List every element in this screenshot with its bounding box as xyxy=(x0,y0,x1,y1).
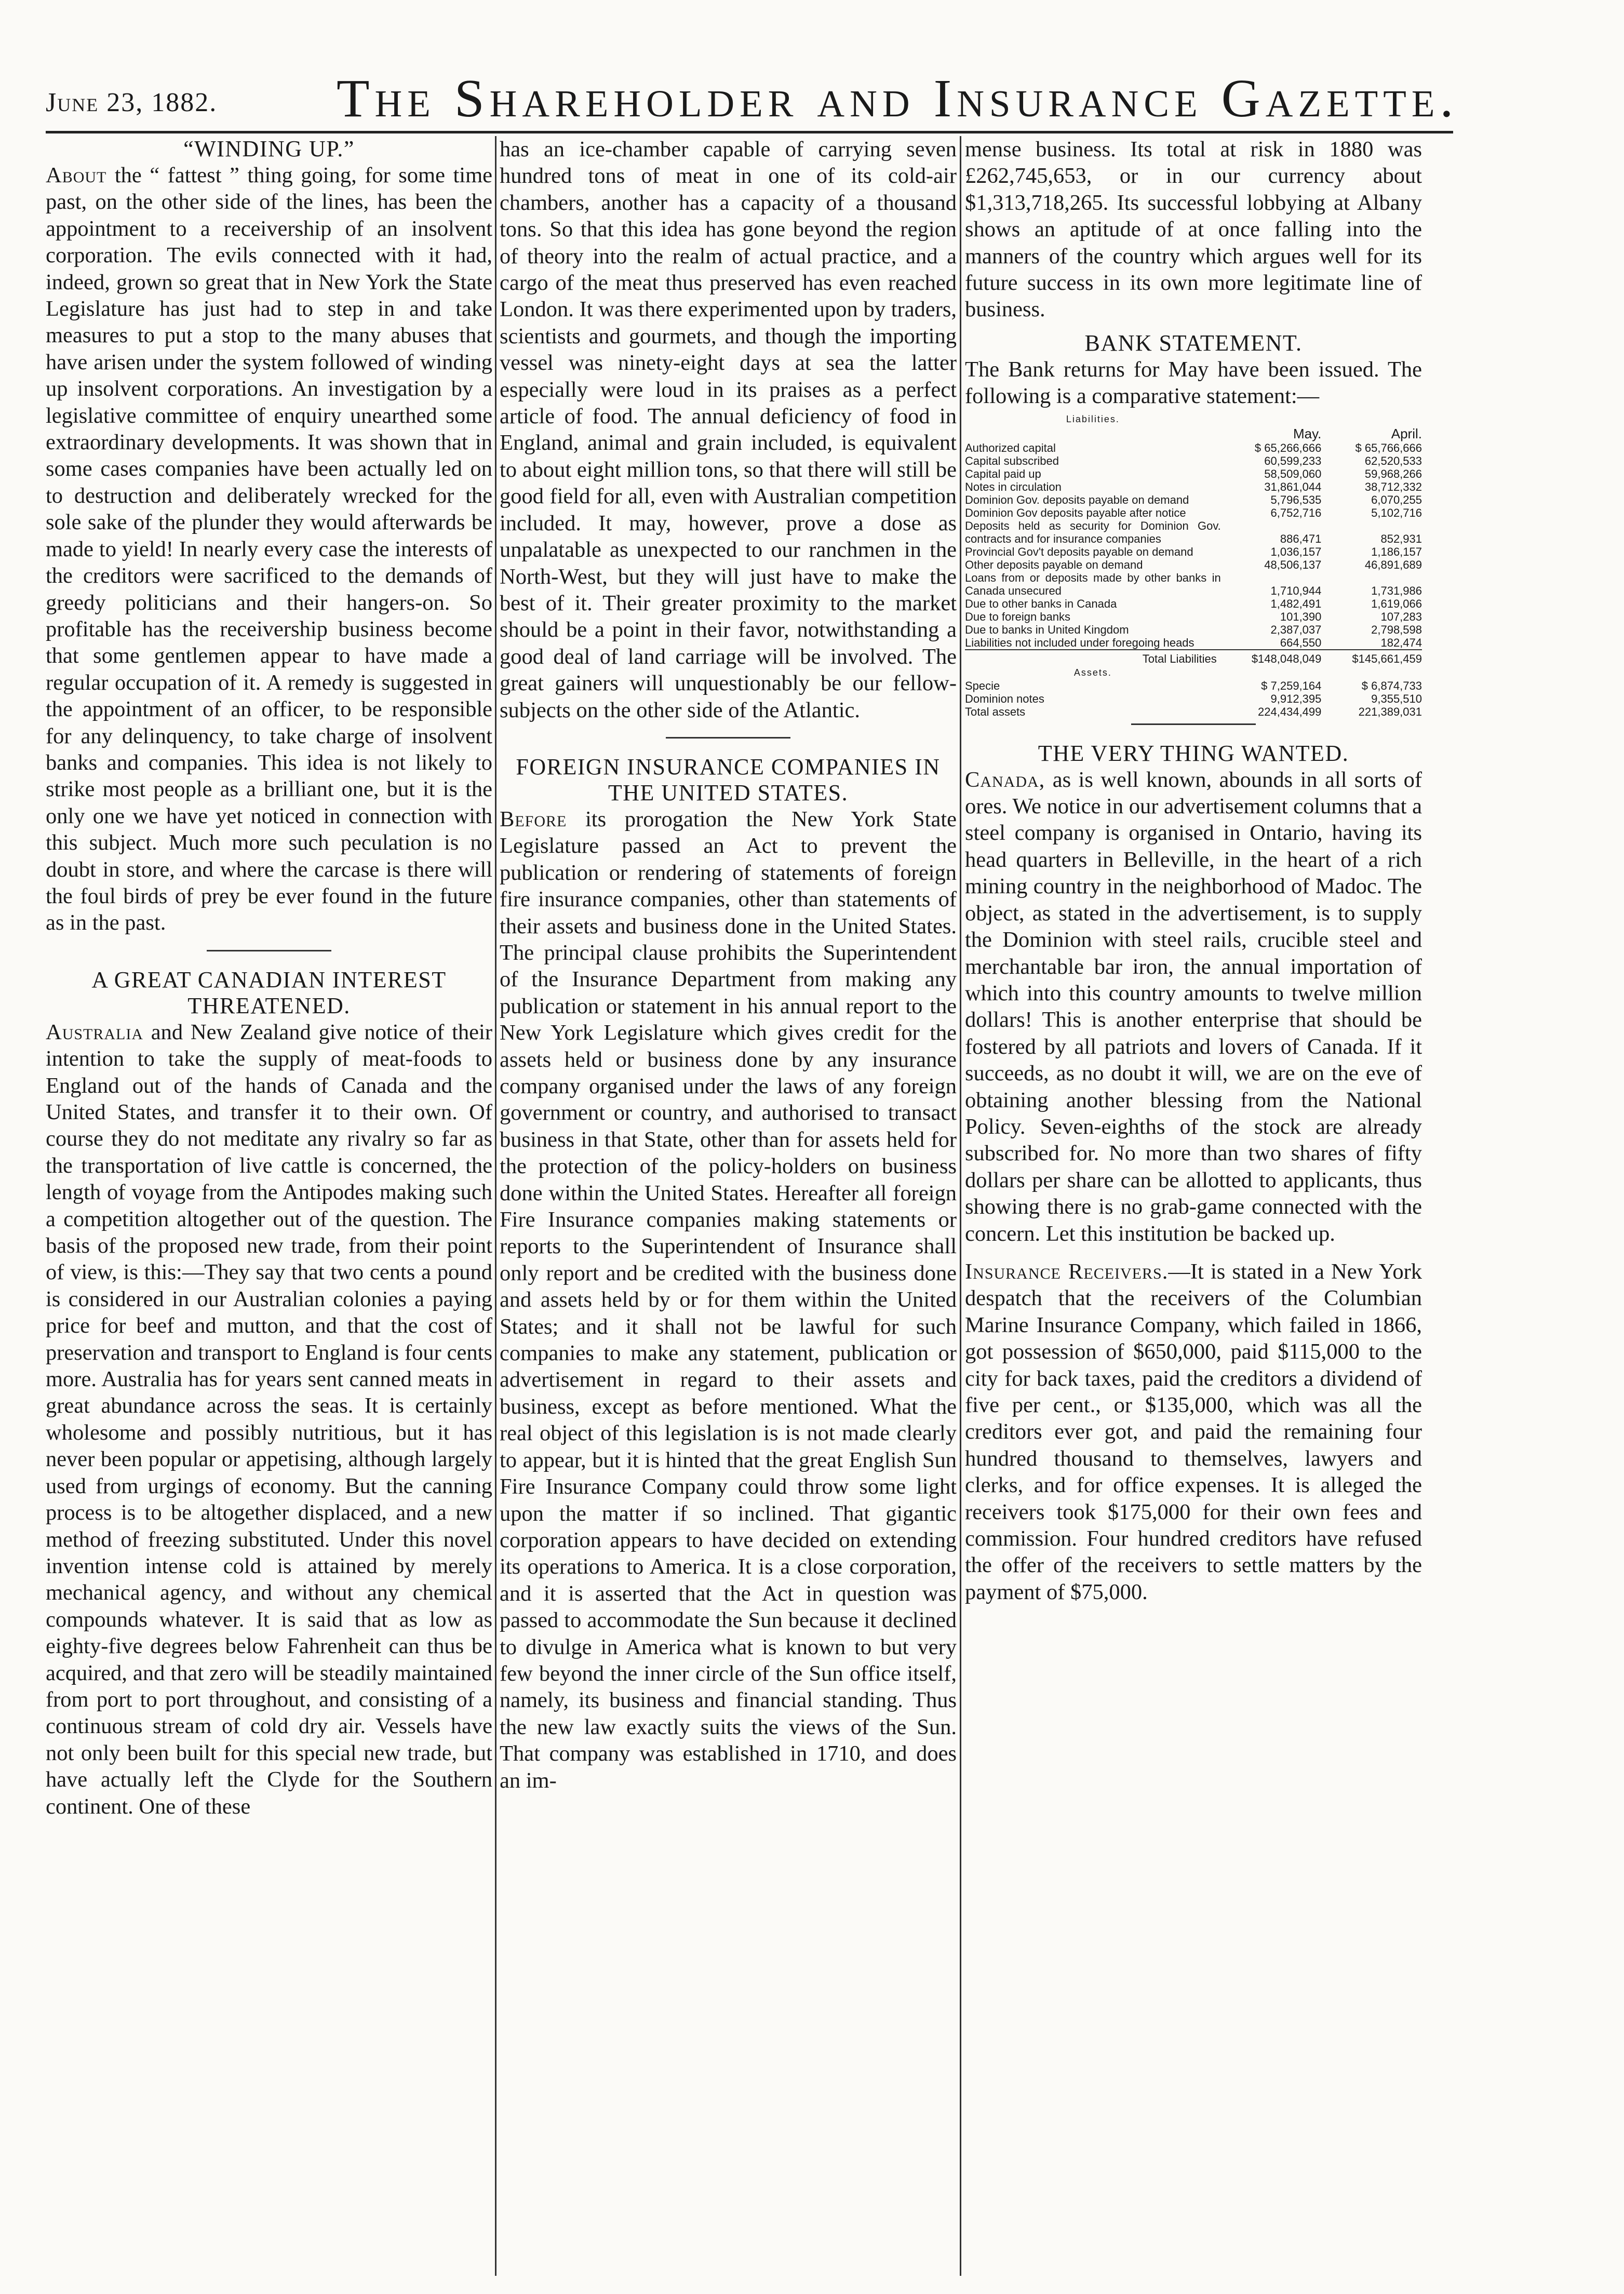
article-title-winding-up: “WINDING UP.” xyxy=(183,136,355,162)
table-cell-april: $145,661,459 xyxy=(1321,650,1422,665)
table-cell-april: 1,731,986 xyxy=(1371,584,1422,597)
lead-word: Insurance Receivers. xyxy=(965,1259,1169,1284)
table-row xyxy=(965,493,1422,506)
article-body-canadian-interest: Australia and New Zealand give notice of their intention to take the supply of meat-foods to England out of the hands of Canada and the United States, and transfer it to their own. Of course they do not meditate any rivalry so far as the transportation of live cattle is concerned, the length of voyage from the Antipodes making such a competition altogether out of the question. The basis of the proposed new trade, from their point of view, is this:—They say that two cents a pound is considered in our Australian colonies a paying price for beef and mutton, and that the cost of preservation and transport to England is four cents more. Australia has for years sent canned meats in great abundance across the seas. It is certainly wholesome and possibly nutritious, but it has never been popular or appetising, although largely used from urgings of economy. But the canning process is to be altogether displaced, and a new method of freezing substituted. Under this novel invention intense cold is attained by merely mechanical agency, and without any chemical compounds whatever. It is said that as low as eighty-five degrees below Fahrenheit can thus be acquired, and that zero will be steadily maintained from port to port throughout, and consisting of a continuous stream of cold dry air. Vessels have not only been built for this special new trade, but have actually left the Clyde for the Southern continent. One of these xyxy=(46,1019,492,1819)
table-cell-label: Authorized capital xyxy=(965,441,1056,454)
masthead-title: The Shareholder and Insurance Gazette. xyxy=(337,69,1459,128)
table-row xyxy=(965,558,1422,571)
liabilities-heading: Liabilities. xyxy=(1066,413,1120,424)
article-title-bank-statement: BANK STATEMENT. xyxy=(1084,330,1303,356)
article-body-very-thing-wanted: Canada, as is well known, abounds in all sorts of ores. We notice in our advertisement columns that a steel company is organised in Ontario, having its head quarters in Belleville, in the heart of a rich mining country in the neighborhood of Madoc. The object, as stated in the advertisement, is to supply the Dominion with steel rails, crucible steel and merchantable bar iron, the annual importation of which into this country amounts to twelve million dollars! This is another enterprise that should be fostered by all patriots and lovers of Canada. If it succeeds, as no doubt it will, we are on the eve of obtaining another blessing from the National Policy. Seven-eighths of the stock are already subscribed for. No more than two shares of fifty dollars per share can be allotted to applicants, thus showing there is no grab-game connected with the concern. Let this institution be backed up. xyxy=(965,767,1422,1246)
table-cell-label: Capital paid up xyxy=(965,467,1041,480)
table-cell-may: 2,387,037 xyxy=(1270,623,1322,636)
article-body-insurance-receivers: Insurance Receivers.—It is stated in a New York despatch that the receivers of the Columbian Marine Insurance Company, which failed in 1866, got possession of $650,000, paid $115,000 to the city for back taxes, paid the creditors a dividend of five per cent., or $135,000, which was all the creditors ever got, and paid the remaining four hundred thousand to themselves, lawyers and clerks, and for office expenses. It is alleged the receivers took $175,000 for their own fees and commission. Four hundred creditors have refused the offer of the receivers to settle matters by the payment of $75,000. xyxy=(965,1259,1422,1604)
table-cell-label: Notes in circulation xyxy=(965,480,1062,493)
table-row xyxy=(965,480,1422,493)
table-cell-label: Provincial Gov't deposits payable on demand xyxy=(965,545,1193,558)
table-row xyxy=(965,441,1422,454)
table-cell-april: 1,619,066 xyxy=(1371,597,1422,610)
table-row xyxy=(965,571,1422,597)
article-separator xyxy=(207,950,331,951)
header-rule xyxy=(46,131,1453,133)
table-cell-april: 1,186,157 xyxy=(1371,545,1422,558)
table-cell-may: 60,599,233 xyxy=(1264,454,1322,467)
table-cell-label: Total assets xyxy=(965,705,1026,718)
table-cell-april: 62,520,533 xyxy=(1364,454,1422,467)
article-body-continued: mense business. Its total at risk in 1880 was £262,745,653, or in our currency about $1,313,718,265. Its successful lobbying at Albany shows an aptitude of at once falling into the manners of the country which argues well for its future success in its own more legitimate line of business. xyxy=(965,137,1422,322)
table-cell-april: $ 65,766,666 xyxy=(1355,441,1422,454)
table-cell-april: 46,891,689 xyxy=(1364,558,1422,571)
table-cell-may: 886,471 xyxy=(1280,532,1322,545)
table-cell-april: 5,102,716 xyxy=(1371,506,1422,519)
table-cell-april: 6,070,255 xyxy=(1371,493,1422,506)
column-rule xyxy=(495,136,496,2276)
table-cell-may: $148,048,049 xyxy=(1221,650,1322,665)
article-title-foreign-insurance: FOREIGN INSURANCE COMPANIES IN THE UNITED STATES. xyxy=(516,754,941,806)
table-cell-april: 107,283 xyxy=(1380,610,1422,623)
table-cell-may: 1,482,491 xyxy=(1270,597,1322,610)
table-cell-label: Deposits held as security for Dominion Gov. contracts and for insurance companies xyxy=(965,519,1221,545)
bank-statement-table xyxy=(965,412,1422,718)
table-cell-label: Total Liabilities xyxy=(965,650,1221,665)
total-liabilities-row xyxy=(965,650,1422,665)
table-cell-may: 48,506,137 xyxy=(1264,558,1322,571)
article-body-bank-statement: The Bank returns for May have been issued. The following is a comparative statement:— xyxy=(965,357,1422,409)
article-body-foreign-insurance: Before its prorogation the New York State Legislature passed an Act to prevent the publication or rendering of statements of foreign fire insurance companies, other than statements of their assets and business done in the United States. The principal clause prohibits the Superintendent of the Insurance Department from making any publication or statement in his annual report to the New York Legislature which gives credit for the assets held or business done by any insurance company organised under the laws of any foreign government or country, and authorised to transact business in that State, other than for assets held for the protection of the policy-holders on business done within the United States. Hereafter all foreign Fire Insurance companies making statements or reports to the Superintendent of Insurance shall only report and be credited with the business done and assets held by or for them within the United States; and it shall not be lawful for such companies to make any statement, publication or advertisement in regard to their assets and business, except as before mentioned. What the real object of this legislation is is not made clearly to appear, but it is hinted that the great English Sun Fire Insurance Company could throw some light upon the matter if so inclined. That gigantic corporation appears to have decided on extending its operations to America. It is a close corporation, and it is asserted that the Act in question was passed to accommodate the Sun because it declined to divulge in America what is known to but very few beyond the inner circle of the Sun office itself, namely, its business and financial standing. Thus the new law exactly suits the views of the Sun. That company was established in 1710, and does an im- xyxy=(500,807,957,1793)
lead-word: About xyxy=(46,163,107,187)
table-row xyxy=(965,545,1422,558)
column-3 xyxy=(965,136,1422,2276)
assets-heading: Assets. xyxy=(1073,667,1112,678)
table-cell-april: 852,931 xyxy=(1380,532,1422,545)
table-cell-april: 59,968,266 xyxy=(1364,467,1422,480)
lead-word: Before xyxy=(500,807,567,831)
column-header-april: April. xyxy=(1391,425,1422,441)
table-cell-label: Dominion Gov deposits payable after notice xyxy=(965,506,1186,519)
table-row xyxy=(965,636,1422,650)
table-cell-may: $ 65,266,666 xyxy=(1254,441,1322,454)
table-row xyxy=(965,519,1422,545)
article-title-canadian-interest: A GREAT CANADIAN INTEREST THREATENED. xyxy=(91,967,447,1018)
table-row xyxy=(965,610,1422,623)
table-cell-label: Dominion notes xyxy=(965,692,1044,705)
column-header-may: May. xyxy=(1293,425,1322,441)
table-cell-april: 9,355,510 xyxy=(1371,692,1422,705)
table-cell-may: 9,912,395 xyxy=(1270,692,1322,705)
table-row xyxy=(965,692,1422,705)
table-cell-april: 38,712,332 xyxy=(1364,480,1422,493)
article-body-continued: has an ice-chamber capable of carrying seven hundred tons of meat in one of its cold-air chambers, another has a capacity of a thousand tons. So that this idea has gone beyond the region of theory into the realm of actual practice, and a cargo of the meat thus preserved has even reached London. It was there experimented upon by traders, scientists and gourmets, and though the importing vessel was ninety-eight days at sea the latter especially were loud in its praises as a perfect article of food. The annual deficiency of food in England, animal and grain included, is equivalent to about eight million tons, so that there will still be good field for all, even with Australian competition included. It may, however, prove a dose as unpalatable as unexpected to our ranchmen in the North-West, but they will just have to make the best of it. Their greater proximity to the market should be a point in their favor, notwithstanding a good deal of land carriage will be involved. The great gainers will unquestionably be our fellow-subjects on the other side of the Atlantic. xyxy=(500,137,957,722)
table-row xyxy=(965,454,1422,467)
column-rule xyxy=(960,136,961,2276)
table-cell-may: 1,036,157 xyxy=(1270,545,1322,558)
table-row xyxy=(965,597,1422,610)
issue-date: June 23, 1882. xyxy=(46,88,218,117)
table-cell-may: 6,752,716 xyxy=(1270,506,1322,519)
column-2 xyxy=(500,136,957,2276)
table-cell-may: 5,796,535 xyxy=(1270,493,1322,506)
article-separator xyxy=(1131,723,1256,725)
table-cell-label: Loans from or deposits made by other banks in Canada unsecured xyxy=(965,571,1221,597)
column-1 xyxy=(46,136,492,2276)
table-cell-may: 224,434,499 xyxy=(1258,705,1322,718)
table-cell-label: Due to foreign banks xyxy=(965,610,1071,623)
table-cell-label: Specie xyxy=(965,679,1000,692)
table-cell-label: Dominion Gov. deposits payable on demand xyxy=(965,493,1189,506)
table-cell-may: $ 7,259,164 xyxy=(1261,679,1322,692)
table-row xyxy=(965,679,1422,692)
table-cell-may: 101,390 xyxy=(1280,610,1322,623)
article-title-very-thing-wanted: THE VERY THING WANTED. xyxy=(1038,740,1349,766)
table-cell-may: 1,710,944 xyxy=(1270,584,1322,597)
table-row xyxy=(965,623,1422,636)
table-cell-may: 31,861,044 xyxy=(1264,480,1322,493)
table-cell-label: Other deposits payable on demand xyxy=(965,558,1143,571)
article-separator xyxy=(666,737,790,739)
table-cell-may: 58,509,060 xyxy=(1264,467,1322,480)
article-body-winding-up: About the “ fattest ” thing going, for some time past, on the other side of the lines, has been the appointment to a receivership of an insolvent corporation. The evils connected with it had, indeed, grown so great that in New York the State Legislature has just had to step in and take measures to put a stop to the many abuses that have arisen under the system followed of winding up insolvent corporations. An investigation by a legislative committee of enquiry unearthed some extraordinary developments. It was shown that in some cases companies have been actually led on to destruction and deliberately wrecked for the sole sake of the plunder they would afterwards be made to yield! In nearly every case the interests of the creditors were sacrificed to the demands of greedy politicians and their hangers-on. So profitable has the receivership business become that some gentlemen appear to have made a regular occupation of it. A remedy is suggested in the appointment of an officer, to be responsible for any delinquency, to take charge of insolvent banks and companies. This idea is not likely to strike most people as a brilliant one, but it is the only one we have yet noticed in connection with this subject. Much more such peculation is no doubt in store, and where the carcase is there will the foul birds of prey be ever found in the future as in the past. xyxy=(46,163,492,935)
table-row xyxy=(965,705,1422,718)
page-header xyxy=(46,62,1458,140)
lead-word: Australia xyxy=(46,1019,144,1044)
table-cell-may: 664,550 xyxy=(1280,636,1322,649)
table-cell-april: 182,474 xyxy=(1380,636,1422,649)
lead-word: Canada, xyxy=(965,767,1045,792)
table-row xyxy=(965,506,1422,519)
table-cell-april: 2,798,598 xyxy=(1371,623,1422,636)
table-cell-april: 221,389,031 xyxy=(1358,705,1422,718)
table-cell-label: Due to other banks in Canada xyxy=(965,597,1117,610)
table-cell-april: $ 6,874,733 xyxy=(1361,679,1422,692)
table-cell-label: Liabilities not included under foregoing heads xyxy=(965,636,1194,649)
table-row xyxy=(965,467,1422,480)
table-cell-label: Due to banks in United Kingdom xyxy=(965,623,1129,636)
table-cell-label: Capital subscribed xyxy=(965,454,1059,467)
